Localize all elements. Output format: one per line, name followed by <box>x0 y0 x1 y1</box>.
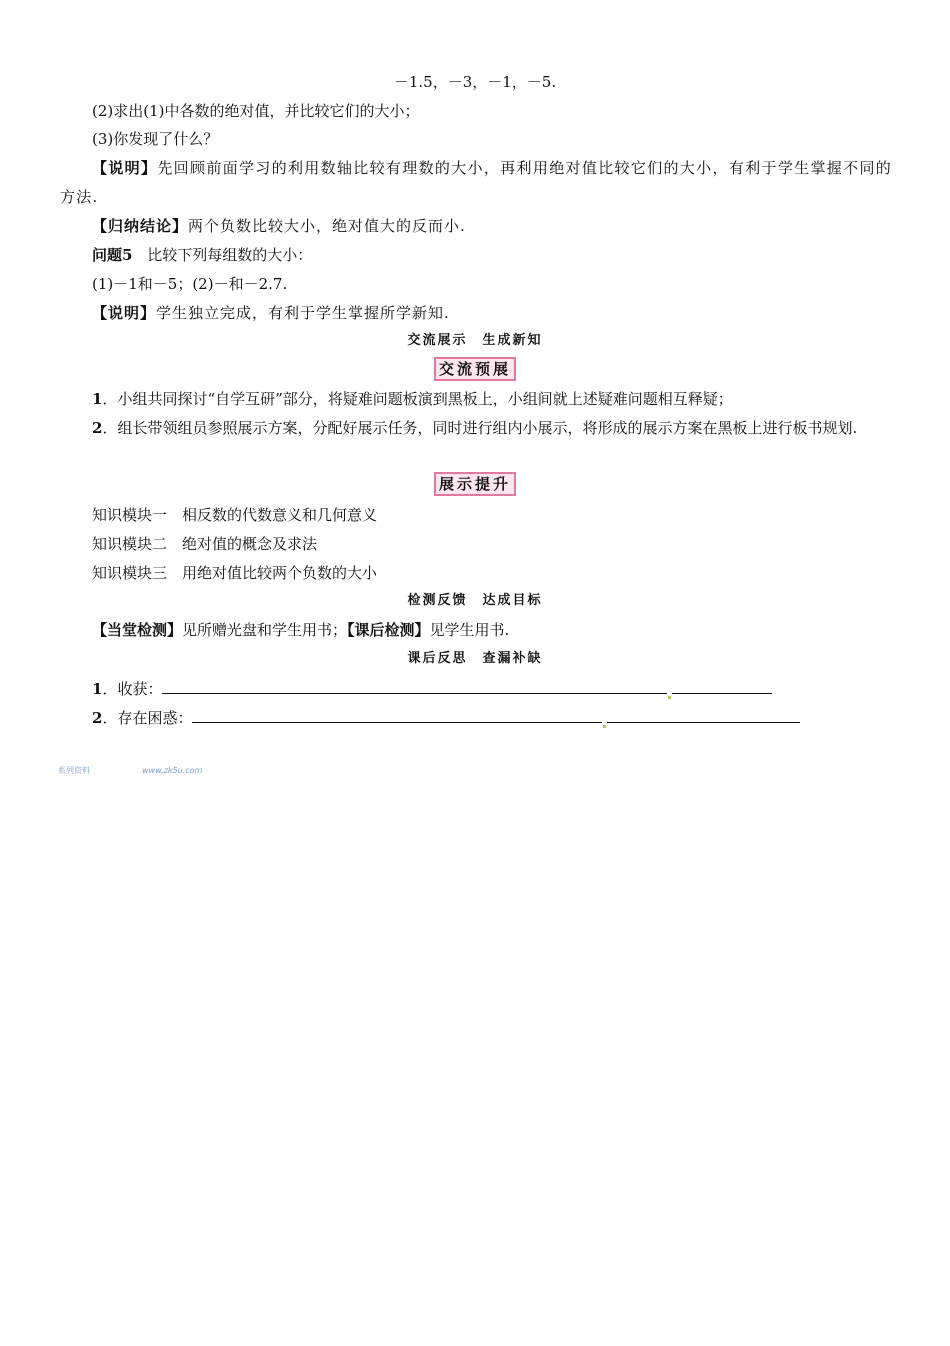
box-title-preview: 交流预展 <box>434 357 516 381</box>
gain-number: 1 <box>92 680 103 698</box>
note-line-2 <box>92 303 450 323</box>
note-text-2: 学生独立完成，有利于学生掌握所学新知. <box>156 304 450 322</box>
knowledge-module-1: 知识模块一 相反数的代数意义和几何意义 <box>92 506 378 524</box>
section-heading-exchange: 交流展示 生成新知 <box>407 333 543 348</box>
number-list: －1.5，－3，－1，－5. <box>393 73 557 91</box>
doubt-number: 2 <box>92 709 103 727</box>
exchange-item-2 <box>60 414 892 443</box>
after-class-label: 【课后检测】 <box>347 621 430 639</box>
dot-mark <box>603 725 606 728</box>
doubt-blank-line[interactable] <box>192 707 602 723</box>
after-class-text: 见学生用书. <box>429 621 510 639</box>
box-title-wrapper-1 <box>0 357 950 381</box>
doubt-blank-line-end[interactable] <box>607 707 800 723</box>
exchange-item-1 <box>92 389 733 409</box>
section-heading-reflection: 课后反思 查漏补缺 <box>407 651 543 666</box>
problem-5-label: 问题5 <box>92 246 133 264</box>
gain-blank-line[interactable] <box>162 678 667 694</box>
item-number: 1 <box>92 390 103 408</box>
problem-5-line <box>92 245 312 265</box>
doubt-label: ．存在困惑： <box>102 709 193 727</box>
problem-5-text: 比较下列每组数的大小： <box>147 246 313 264</box>
check-label: 【当堂检测】 <box>92 621 183 639</box>
conclusion-line <box>92 216 466 236</box>
footer-url[interactable]: www.zk5u.com <box>142 766 203 775</box>
knowledge-module-3: 知识模块三 用绝对值比较两个负数的大小 <box>92 564 378 582</box>
check-line <box>92 620 509 640</box>
note-paragraph-1 <box>60 154 892 212</box>
gain-line <box>92 678 772 699</box>
section-heading-check: 检测反馈 达成目标 <box>407 593 543 608</box>
box-title-wrapper-2 <box>0 472 950 496</box>
item-number: 2 <box>92 419 103 437</box>
note-text: 先回顾前面学习的利用数轴比较有理数的大小，再利用绝对值比较它们的大小，有利于学生掌握不同的方法. <box>60 159 892 206</box>
conclusion-label: 【归纳结论】 <box>92 217 189 235</box>
conclusion-text: 两个负数比较大小，绝对值大的反而小. <box>188 217 466 235</box>
item-text: ．组长带领组员参照展示方案，分配好展示任务，同时进行组内小展示，将形成的展示方案在黑板上进行板书规划. <box>102 419 858 437</box>
gain-label: ．收获： <box>102 680 163 698</box>
note-label: 【说明】 <box>92 159 158 177</box>
note-label-2: 【说明】 <box>92 304 157 322</box>
dot-mark <box>668 696 671 699</box>
problem-5-items: (1)－1和－5；(2)－和－2.7. <box>92 275 288 293</box>
footer-left-text: 系列资料 <box>58 766 90 775</box>
box-title-showcase: 展示提升 <box>434 472 516 496</box>
question-3: (3)你发现了什么？ <box>92 130 219 148</box>
knowledge-module-2: 知识模块二 绝对值的概念及求法 <box>92 535 318 553</box>
gain-blank-line-end[interactable] <box>672 678 772 694</box>
question-2: (2)求出(1)中各数的绝对值，并比较它们的大小； <box>92 102 420 120</box>
check-text: 见所赠光盘和学生用书； <box>182 621 348 639</box>
doubt-line <box>92 707 800 728</box>
item-text: ．小组共同探讨“自学互研”部分，将疑难问题板演到黑板上，小组间就上述疑难问题相互释疑； <box>102 390 733 408</box>
